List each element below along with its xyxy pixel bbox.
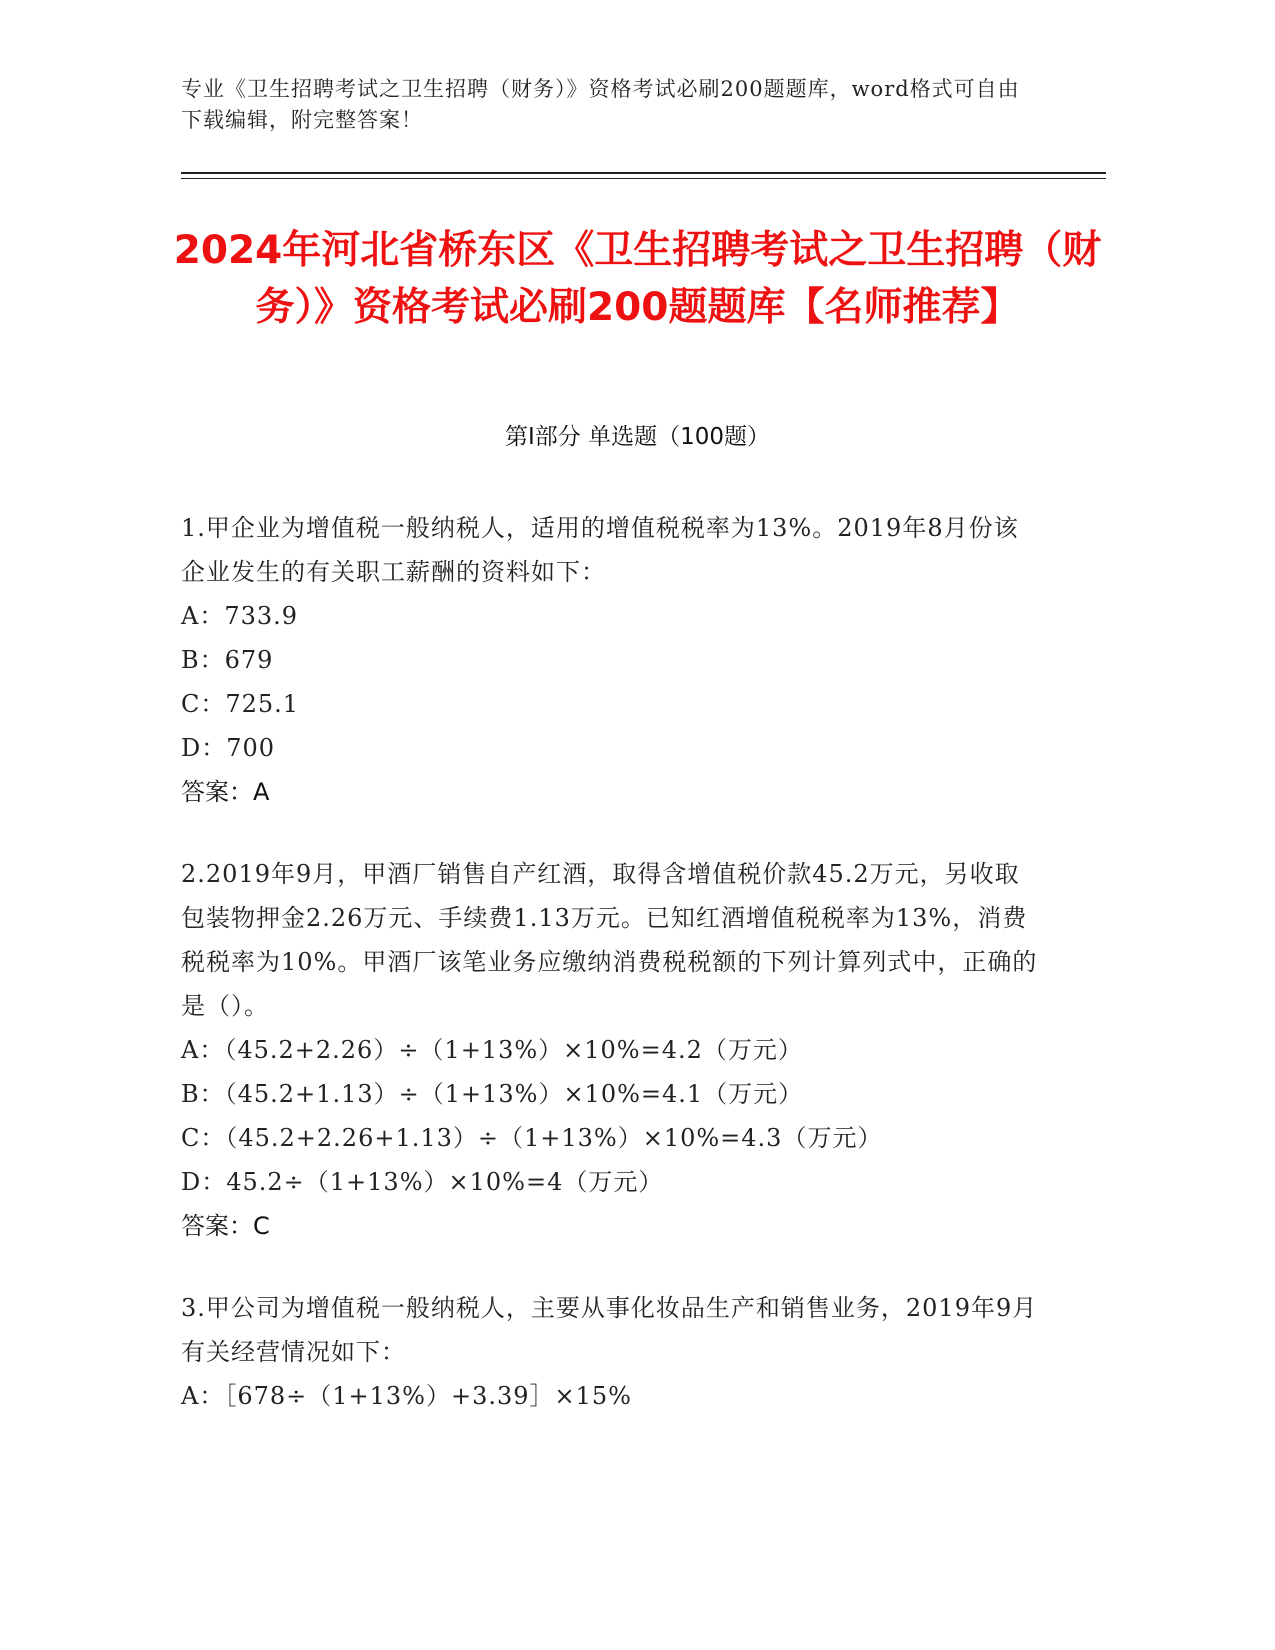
option-c: C：725.1 [181, 690, 300, 718]
header-rule-thick [181, 172, 1106, 174]
question-1 [181, 506, 1041, 814]
option-a: A：［678÷（1+13%）+3.39］×15% [181, 1382, 632, 1410]
option-a: A：（45.2+2.26）÷（1+13%）×10%=4.2（万元） [181, 1036, 803, 1064]
question-2 [181, 852, 1041, 1248]
question-3 [181, 1286, 1041, 1418]
header-note: 专业《卫生招聘考试之卫生招聘（财务）》资格考试必刷200题题库，word格式可自由下载编辑，附完整答案！ [181, 77, 1020, 132]
option-d: D：700 [181, 734, 276, 762]
option-a: A：733.9 [181, 602, 299, 630]
option-b: B：679 [181, 646, 274, 674]
option-b: B：（45.2+1.13）÷（1+13%）×10%=4.1（万元） [181, 1080, 804, 1108]
question-stem: 2.2019年9月，甲酒厂销售自产红酒，取得含增值税价款45.2万元，另收取包装物押金2.26万元、手续费1.13万元。已知红酒增值税税率为13%，消费税税率为10%。甲酒厂该笔业务应缴纳消费税税额的下列计算列式中，正确的是（）。 [181, 860, 1038, 1020]
document-title: 2024年河北省桥东区《卫生招聘考试之卫生招聘（财务）》资格考试必刷200题题库【名师推荐】 [173, 228, 1102, 330]
section-title: 第I部分 单选题（100题） [505, 424, 770, 450]
answer-line: 答案：A [181, 778, 270, 806]
option-c: C：（45.2+2.26+1.13）÷（1+13%）×10%=4.3（万元） [181, 1124, 883, 1152]
header-rule-thin [181, 178, 1106, 179]
question-stem: 1.甲企业为增值税一般纳税人，适用的增值税税率为13%。2019年8月份该企业发生的有关职工薪酬的资料如下： [181, 514, 1019, 586]
answer-line: 答案：C [181, 1212, 270, 1240]
option-d: D：45.2÷（1+13%）×10%=4（万元） [181, 1168, 664, 1196]
question-stem: 3.甲公司为增值税一般纳税人，主要从事化妆品生产和销售业务，2019年9月有关经营情况如下： [181, 1294, 1038, 1366]
